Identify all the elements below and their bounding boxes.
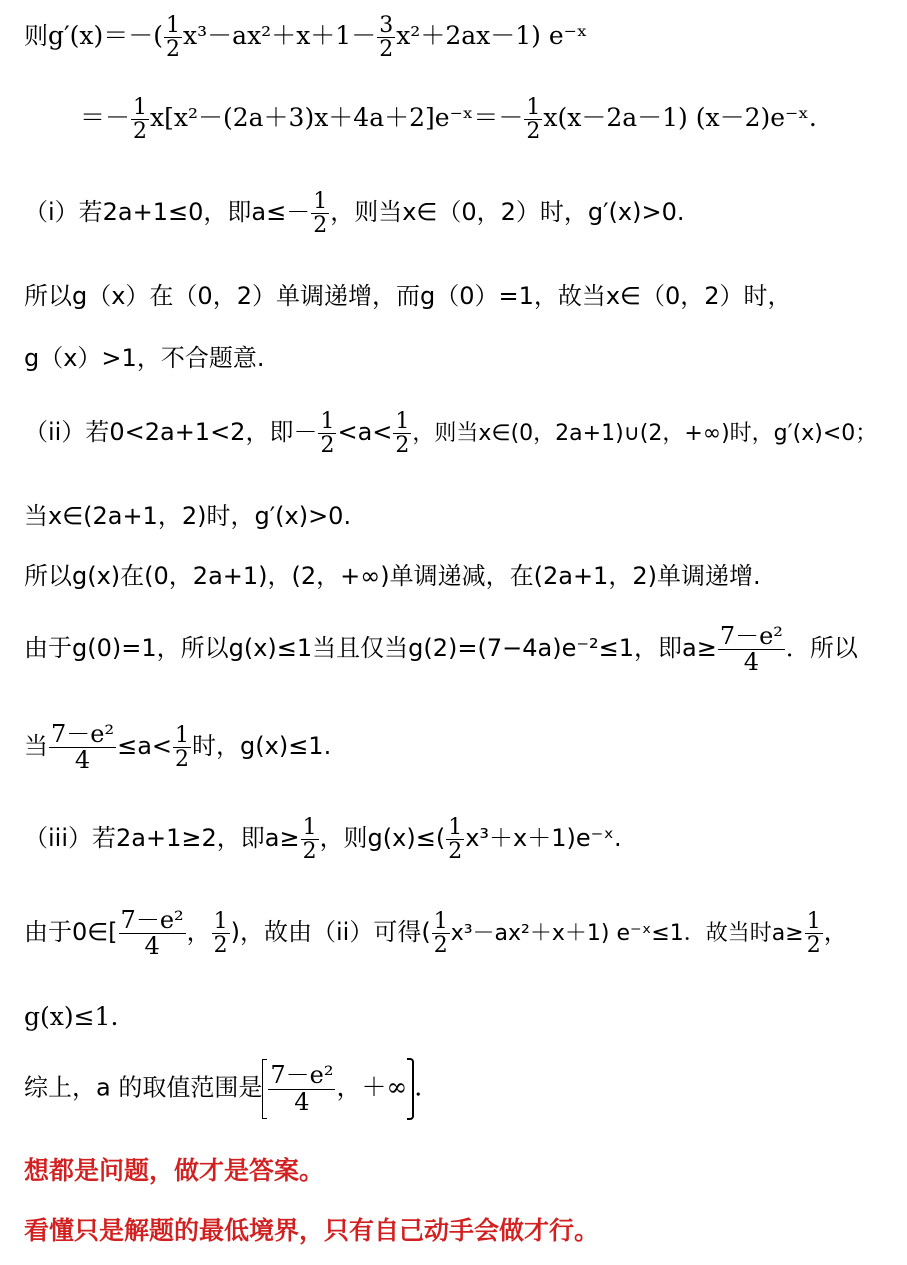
- conclusion-line: [24, 1058, 422, 1120]
- text: ，则g(x)≤(: [319, 824, 446, 853]
- fraction: $\frac{1}{2}$: [526, 95, 541, 145]
- fraction: $\frac{1}{2}$: [175, 723, 190, 773]
- text-line-12: [24, 908, 848, 959]
- text: 时，g(x)≤1.: [192, 732, 332, 761]
- text: ．所以: [785, 634, 858, 663]
- fraction: $\frac{1}{2}$: [320, 409, 335, 459]
- fraction: $\frac{1}{2}$: [166, 13, 181, 63]
- fraction: $\frac{\text{7－e²}}{4}$: [120, 906, 184, 961]
- text: )，故由（ii）可得(: [230, 918, 431, 947]
- text: g′(x)＝－(: [48, 21, 164, 51]
- text: （ii）若0<2a+1<2，即－: [24, 418, 318, 447]
- text: ，: [823, 918, 848, 947]
- text: .: [414, 1072, 423, 1102]
- case-iii-line: [24, 816, 622, 863]
- text: 当: [24, 732, 48, 761]
- text: x³－ax²＋x＋1－: [183, 21, 377, 51]
- text-line-8: 所以g(x)在(0，2a+1)，(2，+∞)单调递减，在(2a+1，2)单调递增.: [24, 562, 761, 590]
- case-i-line: [24, 190, 685, 237]
- text: ，则当x∈（0，2）时，g′(x)>0.: [330, 198, 685, 227]
- text: x(x－2a－1) (x－2)e⁻ˣ.: [543, 103, 817, 133]
- fraction: $\frac{1}{2}$: [806, 909, 821, 959]
- text-line-7: 当x∈(2a+1，2)时，g′(x)>0.: [24, 502, 352, 530]
- fraction: $\frac{3}{2}$: [379, 13, 394, 63]
- text: x²＋2ax－1) e⁻ˣ: [396, 21, 588, 51]
- text: x[x²－(2a＋3)x＋4a＋2]e⁻ˣ＝－: [150, 103, 524, 133]
- text-line-4: 所以g（x）在（0，2）单调递增，而g（0）=1，故当x∈（0，2）时，: [24, 282, 792, 310]
- fraction: $\frac{1}{2}$: [313, 189, 328, 239]
- text: ，: [186, 918, 211, 947]
- fraction: $\frac{1}{2}$: [133, 95, 148, 145]
- fraction: $\frac{1}{2}$: [448, 815, 463, 865]
- text: 由于0∈[: [24, 918, 118, 947]
- formula-line-1: [24, 14, 587, 61]
- text-line-9: [24, 624, 858, 675]
- text: ，则当x∈(0，2a+1)∪(2，+∞)时，g′(x)<0；: [412, 421, 878, 447]
- text: <a<: [337, 418, 393, 447]
- fraction: $\frac{\text{7－e²}}{4}$: [51, 720, 115, 775]
- text: ，＋∞: [336, 1072, 408, 1102]
- text: 由于g(0)=1，所以g(x)≤1当且仅当g(2)=(7−4a)e⁻²≤1，即a≥: [24, 634, 717, 663]
- fraction: $\frac{\text{7－e²}}{4}$: [270, 1061, 334, 1116]
- text: 综上，a 的取值范围是: [24, 1073, 263, 1102]
- text: x³－ax²＋x＋1) e⁻ˣ≤1．故当时a≥: [450, 921, 804, 947]
- text: x³＋x＋1)e⁻ˣ.: [465, 824, 622, 853]
- text: 则: [24, 22, 48, 51]
- text-line-5: g（x）>1，不合题意.: [24, 344, 265, 372]
- left-bracket: [262, 1059, 267, 1119]
- text: （i）若2a+1≤0，即a≤－: [24, 198, 311, 227]
- text: ＝－: [80, 103, 131, 133]
- text: （iii）若2a+1≥2，即a≥: [24, 824, 300, 853]
- fraction: $\frac{\text{7－e²}}{4}$: [719, 622, 783, 677]
- fraction: $\frac{1}{2}$: [395, 409, 410, 459]
- formula-line-2: [80, 96, 817, 143]
- text: ≤a<: [117, 732, 173, 761]
- text-line-10: [24, 722, 331, 773]
- fraction: $\frac{1}{2}$: [433, 909, 448, 959]
- footer-line-1: 想都是问题，做才是答案。: [24, 1156, 325, 1185]
- fraction: $\frac{1}{2}$: [213, 909, 228, 959]
- footer-line-2: 看懂只是解题的最低境界，只有自己动手会做才行。: [24, 1216, 600, 1245]
- case-ii-line: [24, 410, 877, 457]
- fraction: $\frac{1}{2}$: [302, 815, 317, 865]
- text-line-13: g(x)≤1.: [24, 1002, 119, 1031]
